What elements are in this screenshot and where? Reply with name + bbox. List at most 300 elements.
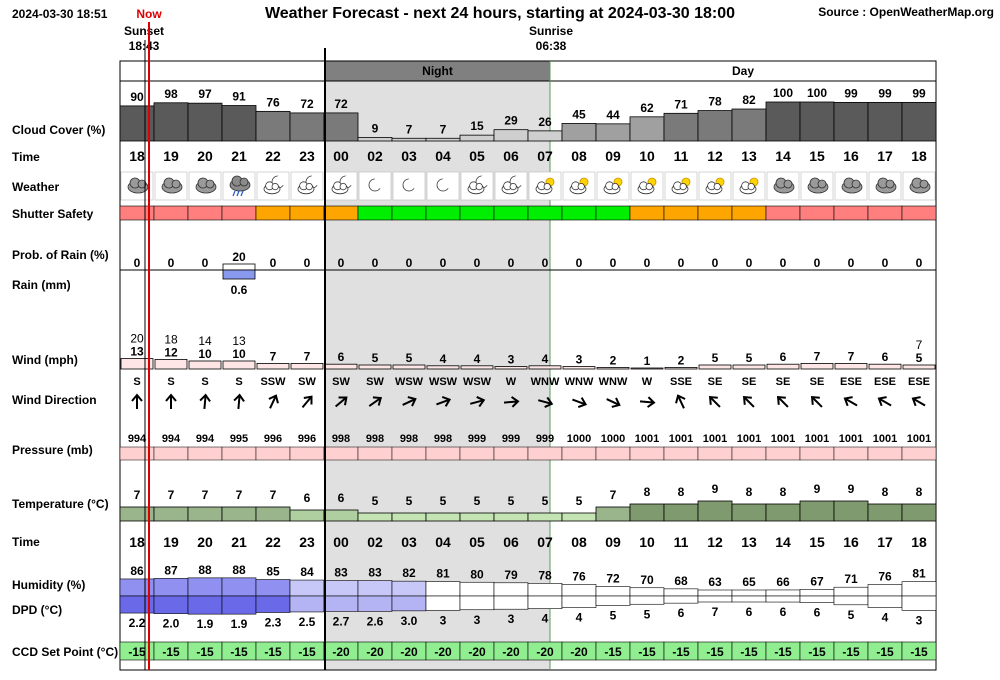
cloud-puff xyxy=(852,180,860,188)
pressure-cell xyxy=(494,447,528,460)
wind-speed-value: 13 xyxy=(130,344,144,359)
humidity-bar xyxy=(392,581,426,596)
temperature-bar xyxy=(290,510,324,521)
time-label: 12 xyxy=(707,534,723,550)
shutter-cell xyxy=(426,206,460,220)
humidity-value: 83 xyxy=(368,565,382,580)
temperature-value: 5 xyxy=(439,494,447,508)
time-label: 18 xyxy=(911,534,927,550)
pressure-value: 1000 xyxy=(600,433,626,445)
dpd-value: 3.0 xyxy=(400,613,418,628)
temperature-bar xyxy=(834,501,868,521)
cloud-value: 99 xyxy=(844,86,858,101)
wind-gust-value: 14 xyxy=(198,334,212,348)
humidity-value: 68 xyxy=(674,573,688,588)
time-label: 09 xyxy=(605,148,621,164)
humidity-value: 88 xyxy=(198,562,212,577)
dpd-value: 6 xyxy=(677,606,685,621)
wind-speed-value: 12 xyxy=(164,345,178,360)
wind-bar xyxy=(767,364,799,369)
moon-shadow xyxy=(310,175,321,186)
shutter-cell xyxy=(902,206,936,220)
cloud-value: 97 xyxy=(198,87,212,102)
cloud-bar xyxy=(358,137,392,141)
ccd-value: -15 xyxy=(672,645,690,659)
temperature-value: 7 xyxy=(133,488,141,502)
dpd-bar xyxy=(188,596,222,614)
cloud-bar xyxy=(630,117,664,141)
label-ccd-set-point: CCD Set Point (°C) xyxy=(12,645,119,659)
cloud-puff xyxy=(240,178,248,186)
rain-bar xyxy=(223,270,255,279)
cloud-value: 72 xyxy=(300,96,314,111)
pressure-cell xyxy=(664,447,698,460)
cloud-puff xyxy=(476,183,482,189)
pressure-cell xyxy=(392,447,426,460)
pressure-value: 1001 xyxy=(736,433,762,445)
header-band-left xyxy=(120,61,325,81)
temperature-value: 7 xyxy=(167,488,175,502)
wind-bar xyxy=(495,367,527,369)
temperature-bar xyxy=(664,504,698,521)
cloud-bar xyxy=(324,113,358,141)
wind-speed-value: 10 xyxy=(232,347,246,361)
time-label: 05 xyxy=(469,534,485,550)
temperature-value: 5 xyxy=(405,494,413,508)
shutter-cell xyxy=(868,206,902,220)
dpd-bar xyxy=(664,596,698,603)
label-temperature: Temperature (°C) xyxy=(12,497,109,511)
temperature-bar xyxy=(698,501,732,521)
wind-speed-value: 6 xyxy=(881,350,889,365)
pressure-value: 994 xyxy=(161,433,181,445)
time-label: 14 xyxy=(775,148,791,164)
wind-bar xyxy=(903,365,935,369)
pressure-cell xyxy=(528,447,562,460)
prob-rain-value: 0 xyxy=(677,256,685,270)
time-label: 23 xyxy=(299,148,315,164)
wind-bar xyxy=(223,361,255,369)
pressure-value: 994 xyxy=(127,433,147,445)
shutter-cell xyxy=(188,206,222,220)
pressure-cell xyxy=(596,447,630,460)
time-label: 19 xyxy=(163,148,179,164)
dpd-value: 2.3 xyxy=(264,615,282,630)
prob-rain-value: 0 xyxy=(507,256,515,270)
time-label: 22 xyxy=(265,534,281,550)
wind-bar xyxy=(733,365,765,369)
dpd-bar xyxy=(460,596,494,610)
prob-rain-value: 0 xyxy=(711,256,719,270)
prob-rain-value: 0 xyxy=(405,256,413,270)
wind-bar xyxy=(869,364,901,369)
now-label: Now xyxy=(136,7,162,21)
cloud-value: 90 xyxy=(130,89,144,104)
humidity-value: 78 xyxy=(538,568,552,583)
pressure-value: 1001 xyxy=(668,433,694,445)
temperature-value: 5 xyxy=(541,494,549,508)
temperature-value: 5 xyxy=(473,494,481,508)
wind-bar xyxy=(835,363,867,369)
cloud-value: 99 xyxy=(912,86,926,101)
time-label: 05 xyxy=(469,148,485,164)
humidity-value: 85 xyxy=(266,564,280,579)
cloud-bar xyxy=(698,111,732,141)
wind-speed-value: 7 xyxy=(303,349,311,364)
dpd-value: 2.6 xyxy=(366,614,384,629)
shutter-cell xyxy=(698,206,732,220)
prob-rain-value: 0 xyxy=(643,256,651,270)
time-label: 21 xyxy=(231,148,247,164)
temperature-value: 8 xyxy=(677,485,685,499)
ccd-value: -20 xyxy=(434,645,452,659)
cloud-bar xyxy=(290,113,324,141)
pressure-value: 995 xyxy=(229,433,249,445)
cloud-puff xyxy=(206,180,214,188)
dpd-value: 3 xyxy=(507,612,515,627)
pressure-value: 1001 xyxy=(634,433,660,445)
wind-bar xyxy=(529,366,561,369)
dpd-value: 4 xyxy=(881,610,889,625)
pressure-cell xyxy=(426,447,460,460)
time-label: 15 xyxy=(809,534,825,550)
temperature-value: 8 xyxy=(779,485,787,499)
wind-speed-value: 1 xyxy=(643,354,651,368)
dpd-bar xyxy=(256,596,290,613)
ccd-value: -15 xyxy=(230,645,248,659)
wind-bar xyxy=(359,365,391,369)
temperature-bar xyxy=(528,513,562,521)
moon-shadow xyxy=(480,175,491,186)
temperature-value: 7 xyxy=(609,488,617,502)
pressure-value: 1000 xyxy=(566,433,592,445)
label-cloud-cover: Cloud Cover (%) xyxy=(12,123,106,137)
time-label: 02 xyxy=(367,148,383,164)
wind-speed-value: 5 xyxy=(711,351,719,365)
wind-direction-label: SW xyxy=(332,376,350,388)
humidity-bar xyxy=(902,582,936,596)
time-label: 16 xyxy=(843,534,859,550)
shutter-cell xyxy=(630,206,664,220)
time-label: 09 xyxy=(605,534,621,550)
humidity-value: 81 xyxy=(912,566,926,581)
dpd-bar xyxy=(562,596,596,608)
time-label: 08 xyxy=(571,148,587,164)
dpd-bar xyxy=(868,596,902,608)
cloud-bar xyxy=(256,111,290,141)
humidity-value: 70 xyxy=(640,572,654,587)
cloud-value: 7 xyxy=(405,122,413,137)
prob-rain-value: 0 xyxy=(201,256,209,270)
dpd-value: 3 xyxy=(915,613,923,628)
humidity-bar xyxy=(528,583,562,596)
label-rain: Rain (mm) xyxy=(12,278,71,292)
temperature-value: 5 xyxy=(371,494,379,508)
wind-speed-value: 3 xyxy=(575,352,583,367)
dpd-value: 1.9 xyxy=(196,617,214,632)
temperature-bar xyxy=(596,507,630,521)
time-label: 02 xyxy=(367,534,383,550)
ccd-value: -15 xyxy=(638,645,656,659)
pressure-value: 999 xyxy=(501,433,521,445)
shutter-cell xyxy=(358,206,392,220)
temperature-value: 8 xyxy=(643,485,651,499)
cloud-bar xyxy=(426,138,460,141)
wind-bar xyxy=(699,365,731,369)
pressure-value: 999 xyxy=(535,433,555,445)
pressure-value: 1001 xyxy=(702,433,728,445)
wind-direction-label: W xyxy=(505,376,517,388)
wind-direction-label: W xyxy=(641,376,653,388)
wind-bar xyxy=(563,367,595,369)
shutter-cell xyxy=(800,206,834,220)
humidity-bar xyxy=(834,587,868,596)
pressure-cell xyxy=(154,447,188,460)
pressure-cell xyxy=(732,447,766,460)
cloud-value: 76 xyxy=(266,95,280,110)
pressure-value: 998 xyxy=(365,433,385,445)
prob-rain-value: 0 xyxy=(269,256,277,270)
shutter-cell xyxy=(290,206,324,220)
cloud-bar xyxy=(664,113,698,141)
time-label: 03 xyxy=(401,148,417,164)
wind-direction-label: S xyxy=(167,376,175,388)
rain-value: 0.6 xyxy=(230,283,248,297)
humidity-bar xyxy=(290,580,324,596)
wind-gust-value: 18 xyxy=(164,332,178,347)
prob-rain-value: 0 xyxy=(303,256,311,270)
wind-speed-value: 6 xyxy=(779,350,787,365)
cloud-puff xyxy=(886,180,894,188)
label-time: Time xyxy=(12,150,40,164)
wind-bar xyxy=(393,365,425,369)
humidity-value: 87 xyxy=(164,563,178,578)
dpd-value: 6 xyxy=(779,605,787,620)
wind-bar xyxy=(631,368,663,369)
humidity-value: 63 xyxy=(708,575,722,589)
cloud-bar xyxy=(868,102,902,141)
label-humidity: Humidity (%) xyxy=(12,578,86,592)
wind-arrow-shaft xyxy=(204,396,205,409)
cloud-puff xyxy=(748,183,754,189)
wind-speed-value: 5 xyxy=(371,351,379,365)
ccd-value: -20 xyxy=(332,645,350,659)
wind-bar xyxy=(155,359,187,369)
humidity-bar xyxy=(154,578,188,596)
ccd-value: -15 xyxy=(808,645,826,659)
cloud-bar xyxy=(222,106,256,141)
night-label: Night xyxy=(422,64,453,78)
time-label: 08 xyxy=(571,534,587,550)
prob-rain-bar xyxy=(223,264,255,270)
humidity-bar xyxy=(698,590,732,596)
dpd-value: 2.2 xyxy=(128,616,146,631)
cloud-value: 44 xyxy=(606,107,620,122)
temperature-bar xyxy=(630,504,664,521)
prob-rain-value: 0 xyxy=(575,256,583,270)
dpd-bar xyxy=(392,596,426,611)
temperature-bar xyxy=(732,504,766,521)
wind-speed-value: 2 xyxy=(609,353,617,368)
cloud-puff xyxy=(510,183,516,189)
time-label: 06 xyxy=(503,148,519,164)
temperature-bar xyxy=(256,507,290,521)
page-title: Weather Forecast - next 24 hours, starting at 2024-03-30 18:00 xyxy=(264,5,736,22)
shutter-cell xyxy=(596,206,630,220)
temperature-bar xyxy=(188,507,222,521)
humidity-value: 80 xyxy=(470,567,484,582)
cloud-puff xyxy=(646,183,652,189)
pressure-value: 996 xyxy=(263,433,283,445)
timestamp: 2024-03-30 18:51 xyxy=(12,7,108,21)
temperature-bar xyxy=(392,513,426,521)
moon-shadow xyxy=(373,178,384,189)
wind-direction-label: ESE xyxy=(907,376,931,388)
dpd-bar xyxy=(596,596,630,605)
cloud-bar xyxy=(562,123,596,141)
cloud-bar xyxy=(392,138,426,141)
cloud-bar xyxy=(188,103,222,141)
dpd-value: 2.0 xyxy=(162,616,180,631)
wind-gust-value: 20 xyxy=(130,331,144,346)
humidity-bar xyxy=(324,581,358,596)
wind-bar xyxy=(597,367,629,369)
prob-rain-value: 20 xyxy=(232,250,246,264)
wind-arrow-shaft xyxy=(238,396,239,409)
cloud-puff xyxy=(818,180,826,188)
label-pressure: Pressure (mb) xyxy=(12,443,93,457)
wind-gust-value: 13 xyxy=(232,334,246,348)
dpd-value: 7 xyxy=(711,605,719,619)
ccd-value: -15 xyxy=(910,645,928,659)
pressure-cell xyxy=(698,447,732,460)
temperature-value: 7 xyxy=(269,488,277,502)
humidity-value: 83 xyxy=(334,565,348,580)
wind-direction-label: SSE xyxy=(669,376,693,388)
wind-speed-value: 4 xyxy=(473,351,481,366)
ccd-value: -15 xyxy=(298,645,316,659)
dpd-bar xyxy=(902,596,936,610)
cloud-puff xyxy=(340,183,346,189)
pressure-cell xyxy=(766,447,800,460)
wind-arrow-shaft xyxy=(640,401,653,402)
humidity-value: 72 xyxy=(606,571,620,586)
time-label: 00 xyxy=(333,148,349,164)
time-label: 10 xyxy=(639,148,655,164)
cloud-puff xyxy=(784,180,792,188)
humidity-bar xyxy=(494,583,528,596)
time-label: 23 xyxy=(299,534,315,550)
ccd-value: -15 xyxy=(264,645,282,659)
cloud-value: 100 xyxy=(772,86,794,100)
ccd-value: -20 xyxy=(570,645,588,659)
temperature-value: 6 xyxy=(337,491,345,505)
temperature-value: 5 xyxy=(575,494,583,508)
pressure-value: 1001 xyxy=(838,433,864,445)
dpd-bar xyxy=(426,596,460,610)
cloud-bar xyxy=(732,109,766,141)
cloud-bar xyxy=(528,131,562,141)
pressure-cell xyxy=(834,447,868,460)
wind-bar xyxy=(461,366,493,369)
humidity-value: 79 xyxy=(504,567,518,582)
ccd-value: -20 xyxy=(400,645,418,659)
wind-direction-label: SW xyxy=(298,376,316,388)
time-label: 00 xyxy=(333,534,349,550)
time-label: 20 xyxy=(197,534,213,550)
time-label: 18 xyxy=(129,148,145,164)
prob-rain-value: 0 xyxy=(337,256,345,270)
wind-speed-value: 4 xyxy=(541,351,549,366)
label-weather: Weather xyxy=(12,180,60,194)
wind-bar xyxy=(257,363,289,369)
day-label: Day xyxy=(731,64,755,78)
sunrise-label: Sunrise xyxy=(528,24,574,38)
temperature-bar xyxy=(154,507,188,521)
moon-shadow xyxy=(276,175,287,186)
humidity-bar xyxy=(732,590,766,596)
time-label: 22 xyxy=(265,148,281,164)
time-label: 07 xyxy=(537,148,553,164)
humidity-bar xyxy=(562,584,596,596)
pressure-value: 998 xyxy=(331,433,351,445)
wind-arrow-shaft xyxy=(504,401,517,402)
humidity-value: 76 xyxy=(878,569,892,584)
temperature-value: 8 xyxy=(745,485,753,499)
pressure-cell xyxy=(290,447,324,460)
wind-bar xyxy=(665,367,697,369)
ccd-value: -15 xyxy=(842,645,860,659)
temperature-bar xyxy=(324,510,358,521)
shutter-cell xyxy=(222,206,256,220)
dpd-bar xyxy=(324,596,358,611)
humidity-value: 82 xyxy=(402,566,416,581)
wind-direction-label: SSW xyxy=(260,376,286,388)
cloud-bar xyxy=(766,102,800,141)
prob-rain-value: 0 xyxy=(541,256,549,270)
pressure-value: 1001 xyxy=(872,433,898,445)
wind-speed-value: 2 xyxy=(677,353,685,368)
wind-direction-label: S xyxy=(201,376,209,388)
wind-bar xyxy=(325,364,357,369)
time-label: 13 xyxy=(741,148,757,164)
cloud-bar xyxy=(596,124,630,141)
humidity-bar xyxy=(426,582,460,596)
cloud-value: 72 xyxy=(334,96,348,111)
humidity-value: 86 xyxy=(130,563,144,578)
wind-gust-value: 7 xyxy=(915,338,923,352)
ccd-value: -15 xyxy=(740,645,758,659)
time-label: 04 xyxy=(435,148,451,164)
shutter-cell xyxy=(494,206,528,220)
prob-rain-value: 0 xyxy=(167,256,175,270)
wind-direction-label: S xyxy=(133,376,141,388)
temperature-bar xyxy=(800,501,834,521)
wind-speed-value: 5 xyxy=(915,351,923,365)
label-prob-rain: Prob. of Rain (%) xyxy=(12,248,109,262)
cloud-value: 7 xyxy=(439,122,447,137)
shutter-cell xyxy=(834,206,868,220)
cloud-value: 45 xyxy=(572,107,586,122)
temperature-value: 9 xyxy=(847,482,855,496)
cloud-puff xyxy=(272,183,278,189)
cloud-value: 100 xyxy=(806,86,828,100)
prob-rain-value: 0 xyxy=(371,256,379,270)
shutter-cell xyxy=(732,206,766,220)
label-dpd: DPD (°C) xyxy=(12,603,63,617)
ccd-value: -15 xyxy=(706,645,724,659)
temperature-bar xyxy=(494,513,528,521)
